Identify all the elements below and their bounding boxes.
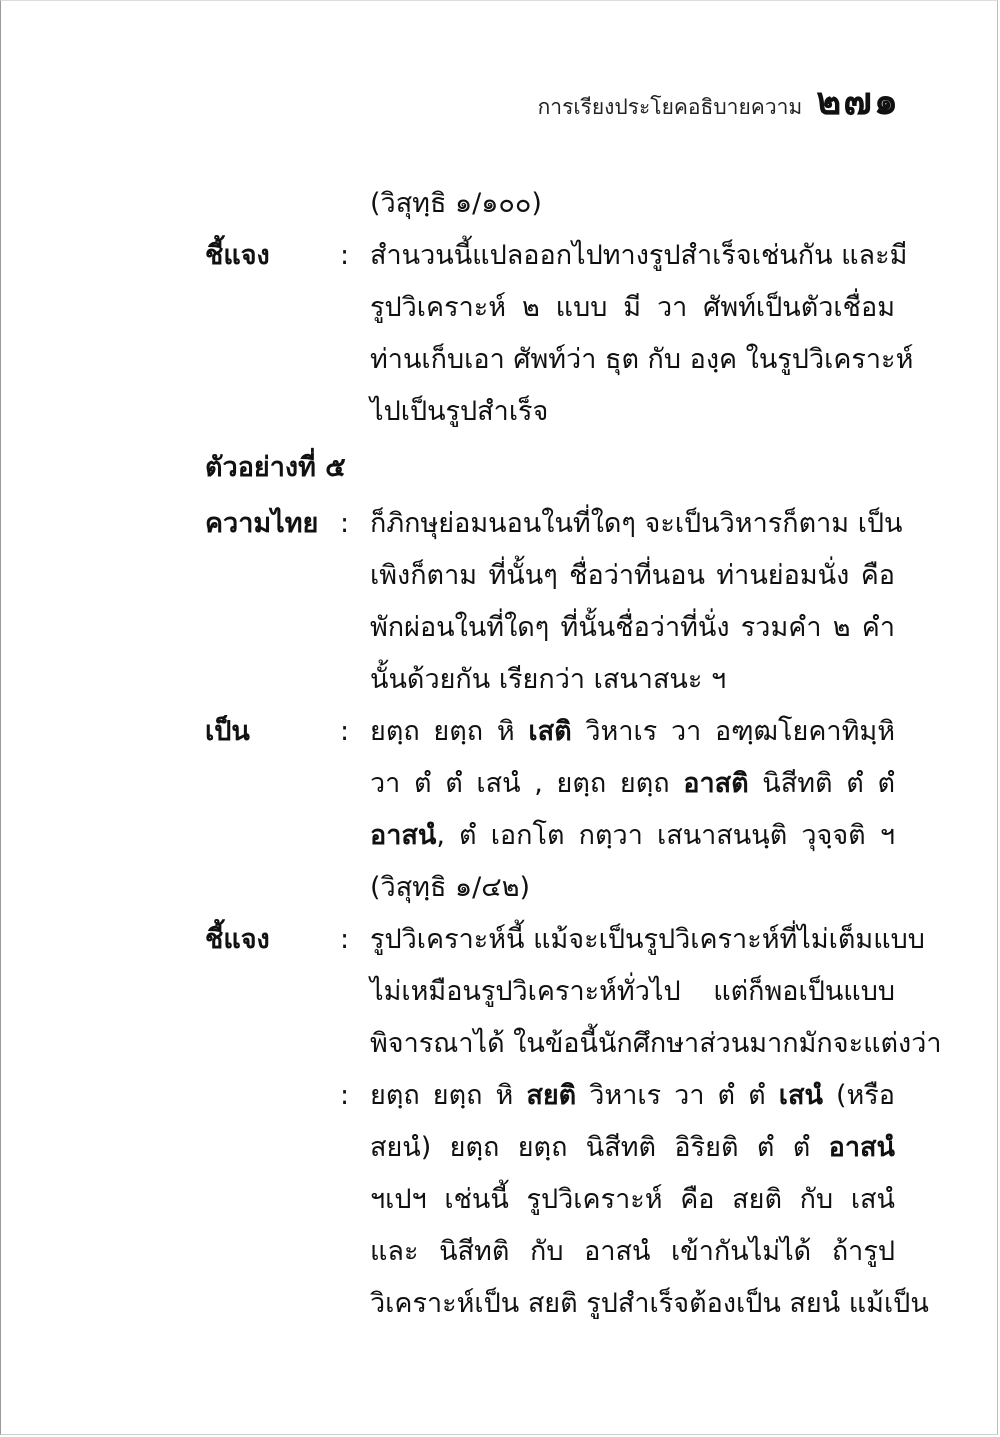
- intro-reference-row: [205, 178, 905, 230]
- bold-term: สยติ: [526, 1080, 577, 1111]
- text-line: และ นิสีทติ กับ อาสนํ เข้ากันไม่ได้ ถ้ารูป: [370, 1236, 895, 1267]
- bold-term: อาสติ: [683, 768, 749, 799]
- thai-meaning-block: [205, 498, 905, 706]
- text-line: ฯเปฯ เช่นนี้ รูปวิเคราะห์ คือ สยติ กับ เสนํ: [370, 1184, 895, 1215]
- text-line: ยตฺถ ยตฺถ หิ เสติ วิหาเร วา อฑฺฒโยคาทิมฺหิ: [370, 716, 895, 747]
- text-line: ไม่เหมือนรูปวิเคราะห์ทั่วไป แต่ก็พอเป็นแบบ: [370, 976, 895, 1007]
- text-line: พิจารณาได้ ในข้อนี้นักศึกษาส่วนมากมักจะแต่งว่า: [370, 1028, 942, 1059]
- reference-line: (วิสุทฺธิ ๑/๔๒): [370, 872, 531, 903]
- text-line: วา ตํ ตํ เสนํ , ยตฺถ ยตฺถ อาสติ นิสีทติ ตํ ตํ: [370, 768, 895, 799]
- text-line: วิเคราะห์เป็น สยติ รูปสำเร็จต้องเป็น สยนํ แม้เป็น: [370, 1288, 929, 1319]
- explanation-label: ชี้แจง: [205, 240, 270, 271]
- intro-reference: (วิสุทฺธิ ๑/๑๐๐): [370, 188, 542, 219]
- colon: :: [340, 508, 350, 539]
- page-body: [205, 178, 942, 1330]
- pali-text: [370, 706, 895, 914]
- text-line: เพิงก็ตาม ที่นั้นๆ ชื่อว่าที่นอน ท่านย่อมนั่ง คือ: [370, 560, 895, 591]
- explanation-block-2: [205, 914, 942, 1070]
- text-line: สยนํ) ยตฺถ ยตฺถ นิสีทติ อิริยติ ตํ ตํ อาสนํ: [370, 1132, 895, 1163]
- text-line: อาสนํ, ตํ เอกโต กตฺวา เสนาสนนฺติ วุจฺจติ ฯ: [370, 820, 895, 851]
- explanation-text: [370, 914, 942, 1070]
- example-heading: ตัวอย่างที่ ๕: [205, 452, 346, 483]
- student-example-text: [370, 1070, 929, 1330]
- thai-meaning-text: [370, 498, 903, 706]
- text-line: พักผ่อนในที่ใดๆ ที่นั้นชื่อว่าที่นั่ง รวมคำ ๒ คำ: [370, 612, 895, 643]
- text-line: นั้นด้วยกัน เรียกว่า เสนาสนะ ฯ: [370, 664, 727, 695]
- text-line: สำนวนนี้แปลออกไปทางรูปสำเร็จเช่นกัน และมี: [370, 240, 908, 271]
- bold-term: อาสนํ: [828, 1132, 895, 1163]
- text-line: รูปวิเคราะห์นี้ แม้จะเป็นรูปวิเคราะห์ที่ไม่เต็มแบบ: [370, 924, 925, 955]
- chapter-title: การเรียงประโยคอธิบายความ: [537, 95, 803, 119]
- text-line: ยตฺถ ยตฺถ หิ สยติ วิหาเร วา ตํ ตํ เสนํ (หรือ: [370, 1080, 896, 1111]
- pali-block: [205, 706, 905, 914]
- text-line: รูปวิเคราะห์ ๒ แบบ มี วา ศัพท์เป็นตัวเชื่อม: [370, 292, 895, 323]
- text-line: ไปเป็นรูปสำเร็จ: [370, 396, 549, 427]
- page-number: ๒๗๑: [816, 79, 900, 123]
- text-line: ท่านเก็บเอา ศัพท์ว่า ธุต กับ องฺค ในรูปวิเคราะห์: [370, 344, 914, 375]
- bold-term: เสนํ: [778, 1080, 823, 1111]
- text-line: ก็ภิกษุย่อมนอนในที่ใดๆ จะเป็นวิหารก็ตาม เป็น: [370, 508, 903, 539]
- explanation-text: [370, 230, 914, 438]
- colon: :: [340, 924, 350, 955]
- colon: :: [340, 240, 350, 271]
- bold-term: เสติ: [528, 716, 572, 747]
- running-header: [538, 70, 900, 131]
- colon: :: [340, 716, 350, 747]
- thai-meaning-label: ความไทย: [205, 508, 319, 539]
- pali-label: เป็น: [205, 716, 250, 747]
- explanation-block-1: [205, 230, 914, 438]
- student-example-block: [205, 1070, 929, 1330]
- explanation-label: ชี้แจง: [205, 924, 270, 955]
- bold-term: อาสนํ: [370, 820, 437, 851]
- colon: :: [340, 1080, 350, 1111]
